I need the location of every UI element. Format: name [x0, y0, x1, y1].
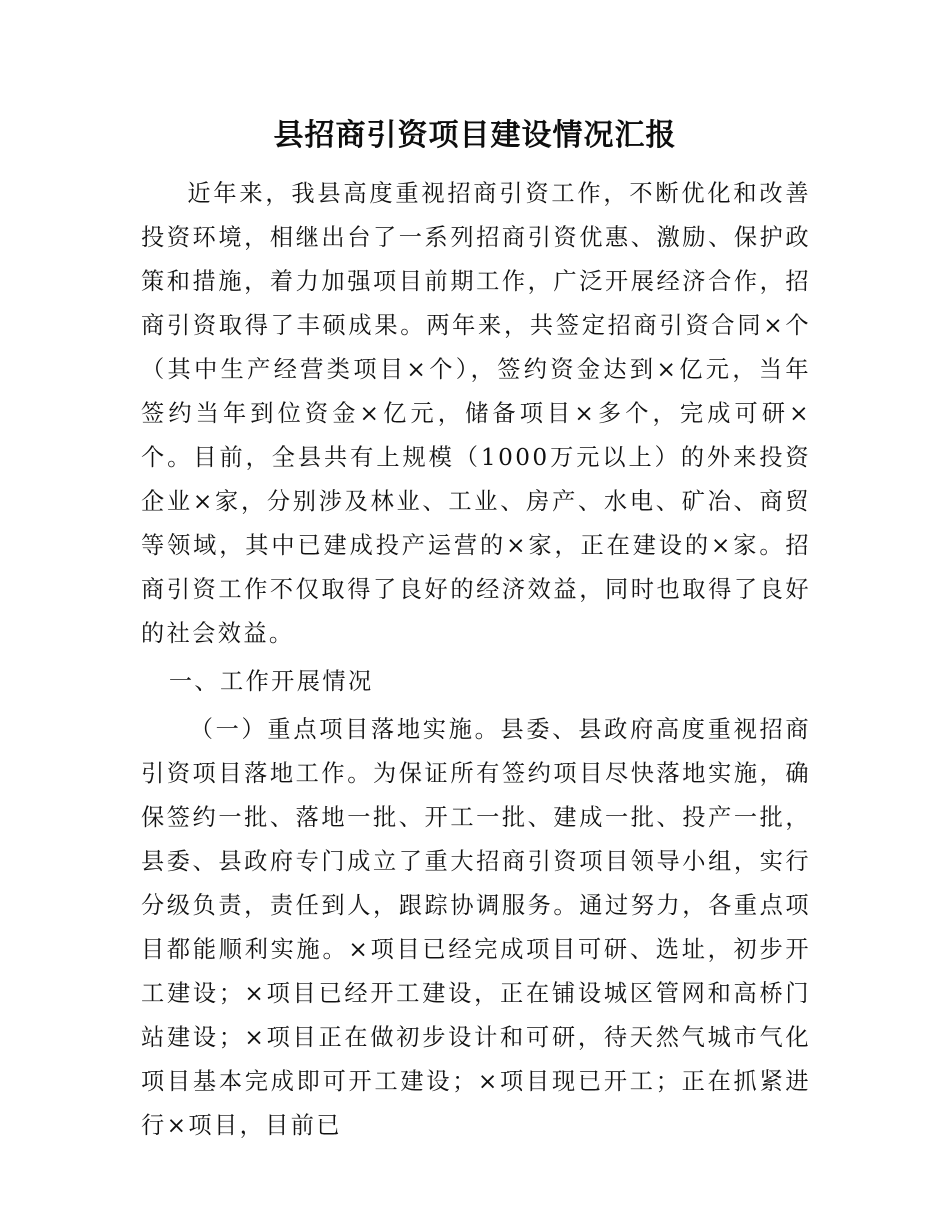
intro-paragraph: 近年来，我县高度重视招商引资工作，不断优化和改善投资环境，相继出台了一系列招商引资优惠、激励、保护政策和措施，着力加强项目前期工作，广泛开展经济合作，招商引资取得了丰硕成果。两年来，共签定招商引资合同×个（其中生产经营类项目×个），签约资金达到×亿元，当年签约当年到位资金×亿元，储备项目×多个，完成可研×个。目前，全县共有上规模（1000万元以上）的外来投资企业×家，分别涉及林业、工业、房产、水电、矿冶、商贸等领域，其中已建成投产运营的×家，正在建设的×家。招商引资工作不仅取得了良好的经济效益，同时也取得了良好的社会效益。 — [141, 180, 811, 647]
section-heading: 一、工作开展情况 — [168, 668, 374, 695]
document-title: 县招商引资项目建设情况汇报 — [273, 118, 677, 153]
document-body — [141, 172, 811, 1148]
subsection-paragraph: （一）重点项目落地实施。县委、县政府高度重视招商引资项目落地工作。为保证所有签约项目尽快落地实施，确保签约一批、落地一批、开工一批、建成一批、投产一批，县委、县政府专门成立了重大招商引资项目领导小组，实行分级负责，责任到人，跟踪协调服务。通过努力，各重点项目都能顺利实施。×项目已经完成项目可研、选址，初步开工建设；×项目已经开工建设，正在铺设城区管网和高桥门站建设；×项目正在做初步设计和可研，待天然气城市气化项目基本完成即可开工建设；×项目现已开工；正在抓紧进行×项目，目前已 — [141, 716, 811, 1139]
